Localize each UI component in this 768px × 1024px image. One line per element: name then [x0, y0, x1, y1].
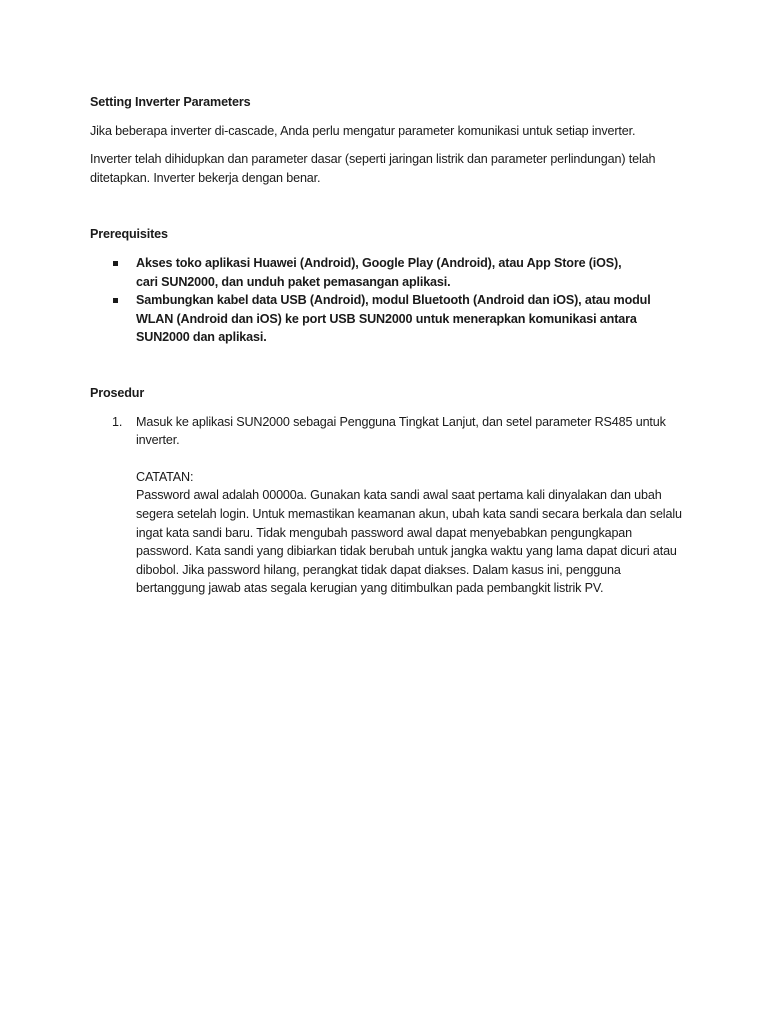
document-title: Setting Inverter Parameters [90, 95, 251, 109]
note-label: CATATAN: [136, 469, 194, 484]
prerequisite-text: Sambungkan kabel data USB (Android), modul Bluetooth (Android dan iOS), atau modul WLAN (Android dan iOS) ke port USB SUN2000 untuk menerapkan komunikasi antara SUN2000 dan aplikasi. [136, 293, 651, 345]
prerequisite-item [90, 254, 641, 291]
step-number: 1. [112, 414, 123, 429]
procedure-heading: Prosedur [90, 385, 145, 400]
note-text: Password awal adalah 00000a. Gunakan kata sandi awal saat pertama kali dinyalakan dan ubah segera setelah login. Untuk memastikan keamanan akun, ubah kata sandi secara berkala dan selalu ingat kata sandi baru. Tidak mengubah password awal dapat menyebabkan pengungkapan password. Kata sandi yang dibiarkan tidak berubah untuk jangka waktu yang lama dapat dicuri atau dibobol. Jika password hilang, perangkat tidak dapat diakses. Dalam kasus ini, pengguna bertanggung jawab atas segala kerugian yang ditimbulkan pada pembangkit listrik PV. [136, 488, 682, 596]
context-paragraph: Inverter telah dihidupkan dan parameter dasar (seperti jaringan listrik dan parameter perlindungan) telah ditetapkan. Inverter bekerja dengan benar. [90, 152, 656, 185]
prerequisite-item [90, 291, 651, 347]
bullet-square-icon [113, 298, 118, 303]
prerequisites-heading: Prerequisites [90, 227, 168, 242]
bullet-square-icon [113, 261, 118, 266]
prerequisites-list [90, 254, 690, 347]
step-text: Masuk ke aplikasi SUN2000 sebagai Pengguna Tingkat Lanjut, dan setel parameter RS485 untuk inverter. [136, 414, 666, 448]
prerequisite-text: Akses toko aplikasi Huawei (Android), Google Play (Android), atau App Store (iOS), cari SUN2000, dan unduh paket pemasangan aplikasi. [136, 255, 622, 289]
procedure-step [90, 413, 684, 598]
document-body [90, 93, 690, 598]
procedure-steps [90, 413, 690, 598]
intro-paragraph: Jika beberapa inverter di-cascade, Anda perlu mengatur parameter komunikasi untuk setiap inverter. [90, 123, 636, 138]
